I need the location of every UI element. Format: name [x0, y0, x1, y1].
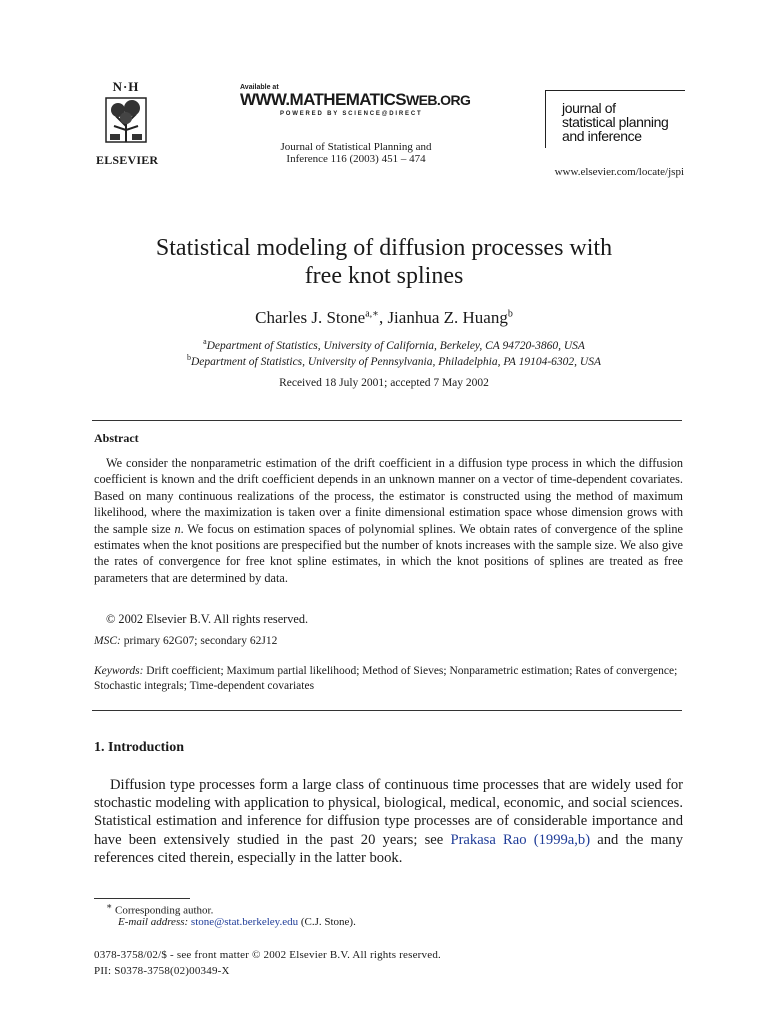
affiliation-a: [84, 337, 704, 352]
divider: [92, 420, 682, 421]
intro-text: Diffusion type processes form a large class of continuous time processes that are widely used for stochastic modeling with application to physical, biological, medical, economic, and social sciences. Statistical estimation and inference for diffusion type processes are of considerable importance and have been extensively studied in the past 20 years; see: [94, 777, 683, 848]
available-at-label: Available at: [240, 84, 279, 91]
footnote-email: [118, 916, 356, 928]
article-title: [60, 234, 708, 290]
affiliation-b: [84, 353, 704, 368]
author-name: Jianhua Z. Huang: [387, 308, 508, 327]
author-affiliation-mark: b: [507, 308, 513, 320]
keywords-label: Keywords:: [94, 665, 144, 677]
math-site-name: [240, 91, 470, 109]
footnote-text: Corresponding author.: [112, 904, 214, 917]
msc-value: primary 62G07; secondary 62J12: [120, 635, 278, 647]
introduction-body: [94, 776, 683, 867]
powered-by-label: POWERED BY SCIENCE@DIRECT: [280, 111, 423, 117]
email-owner: (C.J. Stone).: [298, 916, 356, 928]
keywords-value: Drift coefficient; Maximum partial likelihood; Method of Sieves; Nonparametric estimation; Rates of convergence; Stochastic integrals; Time-dependent covariates: [94, 665, 678, 692]
elsevier-tree-icon: [104, 96, 148, 146]
email-label: E-mail address:: [118, 916, 189, 928]
journal-url-link[interactable]: www.elsevier.com/locate/jspi: [554, 166, 684, 178]
email-link[interactable]: stone@stat.berkeley.edu: [190, 916, 299, 928]
math-site-suffix: WEB.ORG: [406, 92, 471, 108]
publisher-logo: [96, 79, 159, 170]
publisher-mark: N·H: [112, 79, 140, 94]
journal-citation: [256, 141, 456, 165]
affiliation-mark: b: [186, 353, 191, 362]
footnote-mark: ∗: [106, 901, 113, 911]
abstract-heading: Abstract: [94, 431, 139, 445]
author-affiliation-mark: a,∗: [365, 308, 379, 320]
author-name: Charles J. Stone: [255, 308, 366, 327]
journal-logo-rule-horizontal: [545, 90, 685, 91]
journal-name-line2: statistical planning: [562, 114, 669, 130]
title-line2: free knot splines: [304, 263, 464, 289]
pii-line: PII: S0378-3758(02)00349-X: [94, 965, 230, 977]
section-heading: 1. Introduction: [94, 740, 184, 755]
journal-citation-line2: Inference 116 (2003) 451 – 474: [286, 153, 426, 165]
math-site-main: WWW.MATHEMATICS: [240, 90, 406, 109]
affiliation-text: Department of Statistics, University of Pennsylvania, Philadelphia, PA 19104-6302, USA: [190, 355, 601, 368]
footnote-corresponding: [106, 901, 213, 917]
author-separator: ,: [378, 308, 388, 327]
journal-citation-line1: Journal of Statistical Planning and: [280, 141, 432, 153]
journal-name-line3: and inference: [562, 128, 642, 144]
keywords: [94, 664, 683, 693]
front-matter-line: 0378-3758/02/$ - see front matter © 2002 Elsevier B.V. All rights reserved.: [94, 949, 441, 961]
journal-logo-rule-vertical: [545, 90, 546, 148]
msc-label: MSC:: [94, 635, 121, 647]
msc-classification: [94, 635, 277, 647]
abstract-text: . We focus on estimation spaces of polynomial splines. We obtain rates of convergence of the spline estimates when the knot positions are prespecified but the number of knots increases with the sample size. We also give the rates of convergence for free knot spline estimates, in which the knot positions of splines are treated as free parameters that are determined by data.: [94, 521, 683, 585]
abstract-text: We consider the nonparametric estimation of the drift coefficient in a diffusion type process in which the diffusion coefficient is known and the drift coefficient depends in an unknown manner on a vector of time-dependent covariates. Based on many continuous realizations of the process, the estimator is constructed using the method of maximum likelihood, where the maximization is taken over a finite dimensional estimation space whose dimension grows with the sample size: [94, 456, 683, 536]
affiliation-mark: a: [203, 337, 207, 346]
author-list: [60, 308, 708, 328]
received-dates: Received 18 July 2001; accepted 7 May 2002: [279, 377, 489, 389]
abstract-copyright: © 2002 Elsevier B.V. All rights reserved.: [106, 612, 309, 626]
citation-link[interactable]: Prakasa Rao (1999a,b): [450, 831, 591, 848]
divider: [92, 710, 682, 711]
abstract-body: [94, 455, 683, 586]
publisher-name: ELSEVIER: [96, 153, 159, 167]
journal-name-logo: [562, 101, 668, 143]
abstract-variable-n: n: [174, 521, 181, 536]
affiliation-text: Department of Statistics, University of California, Berkeley, CA 94720-3860, USA: [206, 339, 585, 352]
intro-text: and the many references cited therein, especially in the latter book.: [94, 831, 683, 866]
title-line1: Statistical modeling of diffusion processes with: [155, 235, 613, 261]
footnote-rule: [94, 898, 190, 899]
journal-name-line1: journal of: [562, 100, 616, 116]
mathematics-web-logo[interactable]: [240, 84, 470, 117]
